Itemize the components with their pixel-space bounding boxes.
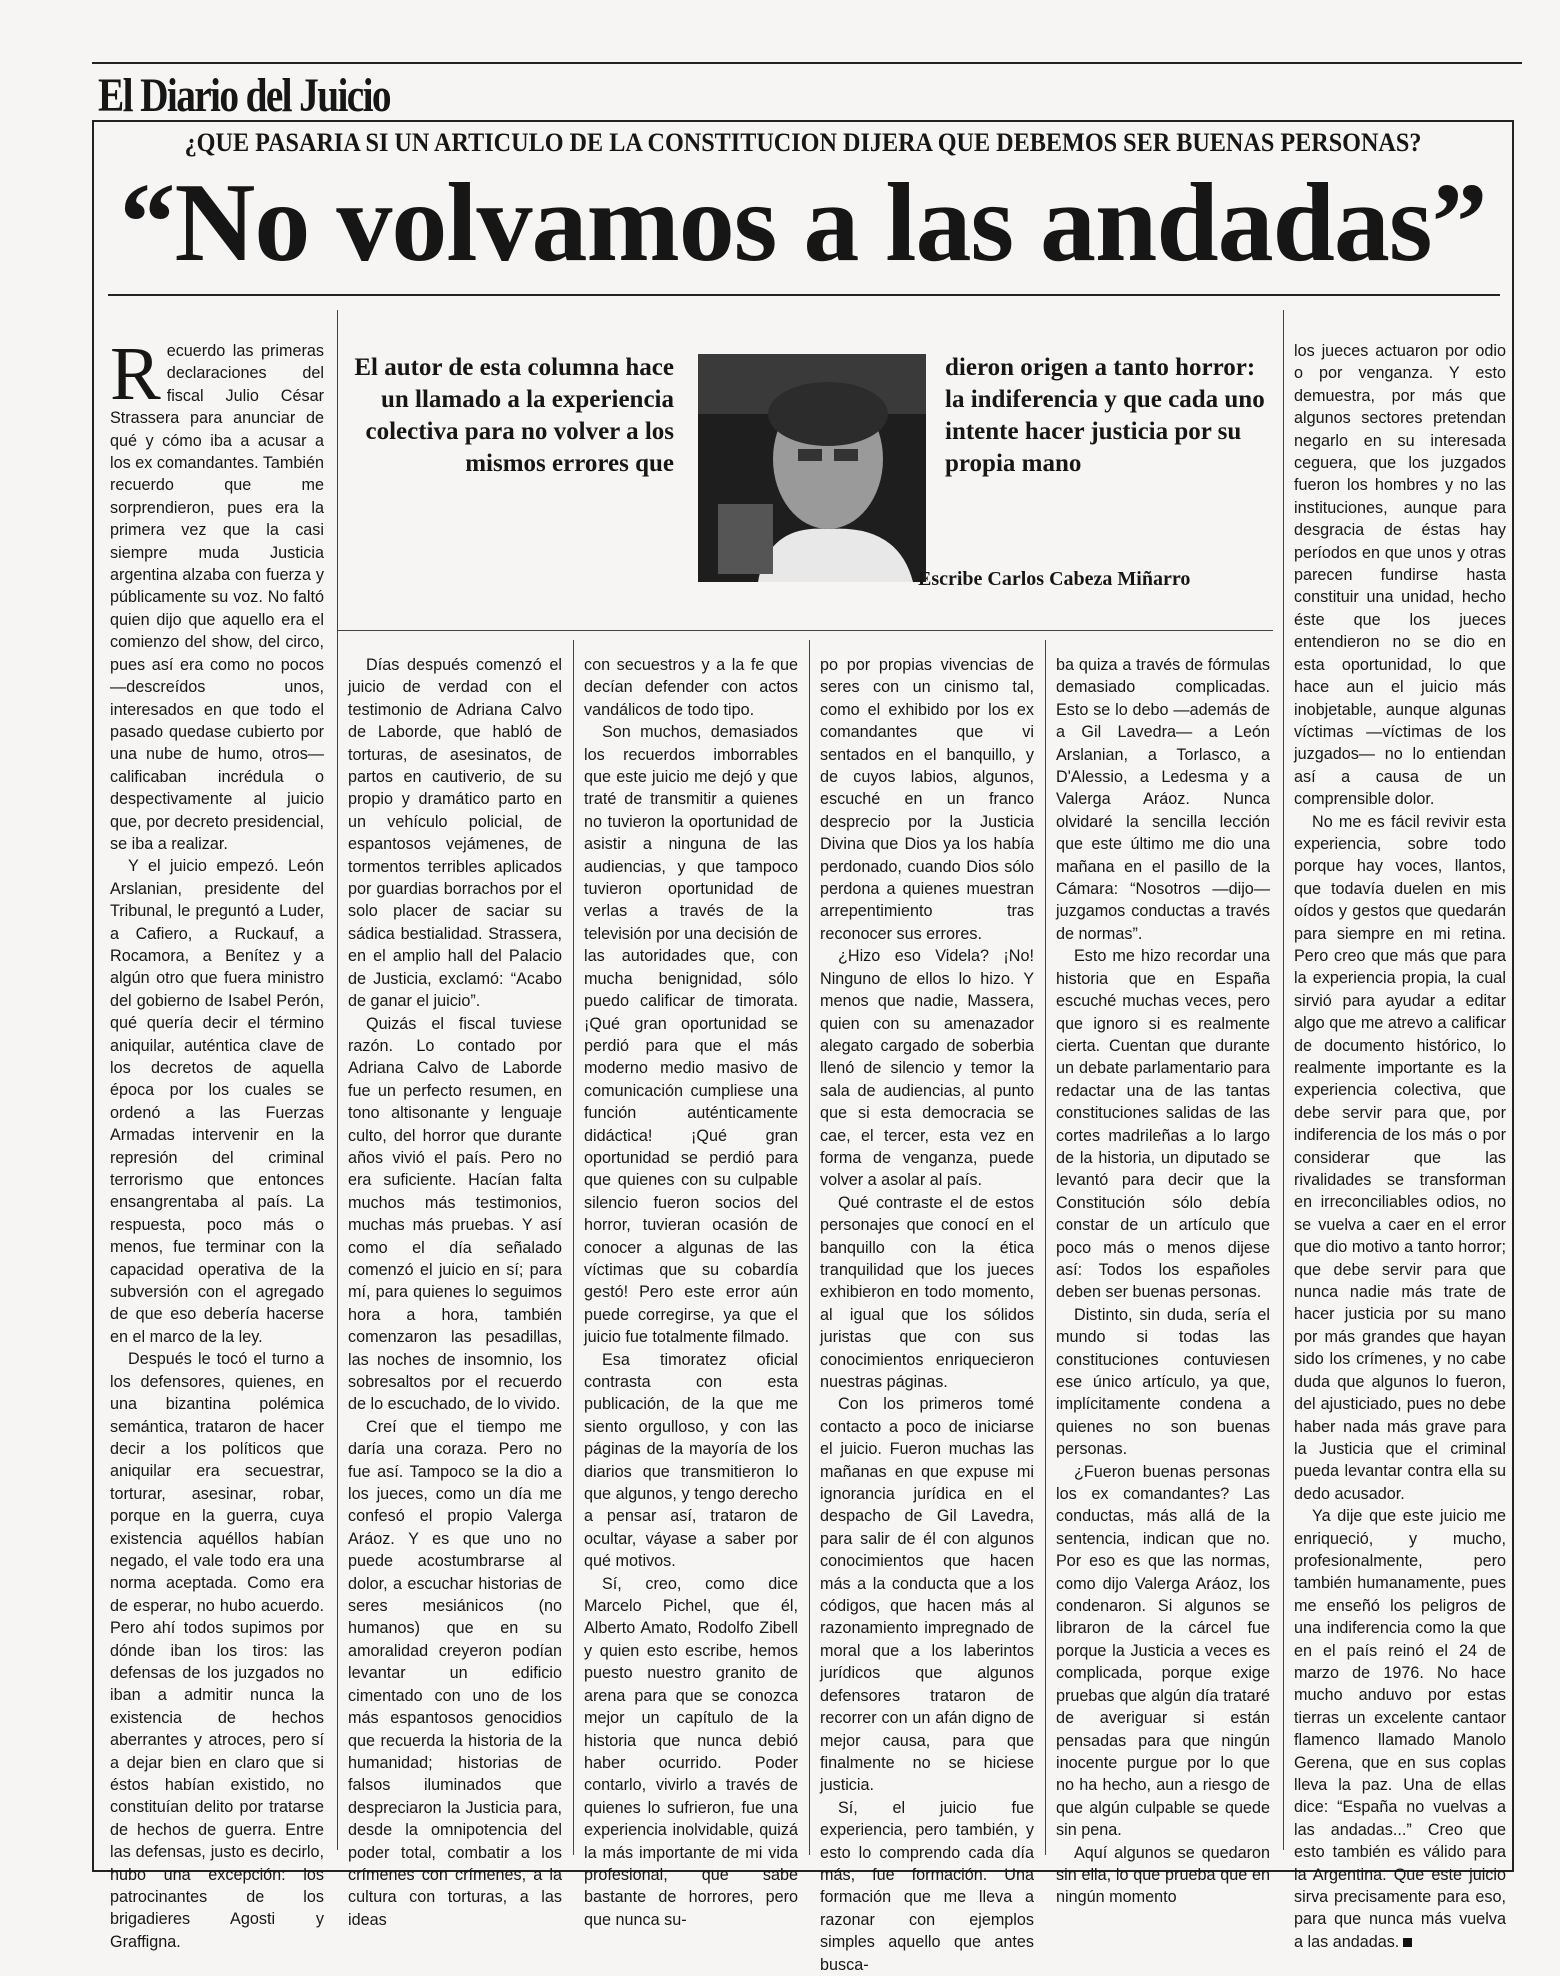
paragraph: po por propias vivencias de seres con un cinismo tal, como el exhibido por los ex comandantes que vi sentados en el banquillo, y de cuyos labios, algunos, escuché en un franco desprecio por la Justicia Divina que Dios ya los había perdonado, cuando Dios sólo perdona a quienes muestran arrepentimiento tras reconocer sus errores.: [820, 656, 1034, 943]
paragraph: Son muchos, demasiados los recuerdos imborrables que este juicio me dejó y que traté de transmitir a quienes no tuvieron la oportunidad de asistir a ninguna de las audiencias, y que tampoco tuvieron oportunidad de verlas a través de la televisión por una decisión de las autoridades que, con mucha benignidad, sólo puedo calificar de timorata. ¡Qué gran oportunidad se perdió para que el más moderno medio masivo de comunicación cumpliese una función auténticamente didáctica! ¡Qué gran oportunidad se perdió para que quienes con su culpable silencio fueron socios del horror, tuvieran ocasión de conocer a algunas de las víctimas que su cobardía gestó! Pero este error aún puede corregirse, ya que el juicio fue totalmente filmado.: [584, 723, 798, 1347]
column-3: [584, 654, 798, 1929]
masthead: El Diario del Juicio: [98, 69, 390, 122]
paragraph: Días después comenzó el juicio de verdad con el testimonio de Adriana Calvo de Laborde, que habló de torturas, de asesinatos, de partos en cautiverio, de su propio y dramático parto en un vehículo policial, de espantosos vejámenes, de tormentos terribles aplicados por guardias borrachos por el solo placer de saciar su sádica bestialidad. Strassera, en el amplio hall del Palacio de Justicia, exclamó: “Acabo de ganar el juicio”.: [348, 656, 562, 1011]
column-divider: [809, 640, 810, 1855]
paragraph: Esto me hizo recordar una historia que en España escuché muchas veces, pero que ignoro si es realmente cierta. Cuentan que durante un debate parlamentario para redactar una de las tantas constituciones salidas de las cortes madrileñas a lo largo de la historia, un diputado se levantó para decir que la Constitución sólo debía constar de un artículo que poco más o menos dijese así: Todos los españoles deben ser buenas personas.: [1056, 947, 1270, 1302]
paragraph: ¿Fueron buenas personas los ex comandantes? Las conductas, más allá de la sentencia, indican que no. Por eso es que las normas, como dijo Valerga Aráoz, los condenaron. Si algunos se libraron de la cárcel fue porque la Justicia a veces es complicada, porque exige pruebas que algún día trataré de averiguar si están pensadas para que ningún inocente purgue por lo que no ha hecho, aun a riesgo de que algún culpable se quede sin pena.: [1056, 1462, 1270, 1840]
paragraph: Aquí algunos se quedaron sin ella, lo que prueba que en ningún momento: [1056, 1843, 1270, 1907]
paragraph: Sí, creo, como dice Marcelo Pichel, que él, Alberto Amato, Rodolfo Zibell y quien esto escribe, hemos puesto nuestro granito de arena para que se conozca mejor un capítulo de la historia que nunca debió haber ocurrido. Poder contarlo, vivirlo a través de quienes lo sufrieron, fue una experiencia inolvidable, quizá la más importante de mi vida profesional, que sabe bastante de horrores, pero que nunca su-: [584, 1574, 798, 1929]
column-divider: [337, 310, 338, 1850]
paragraph: Esa timoratez oficial contrasta con esta publicación, de la que me siento orgulloso, y con las páginas de la mayoría de los diarios que transmitieron lo que algunos, y tengo derecho a pensar así, trataron de ocultar, váyase a saber por qué motivos.: [584, 1350, 798, 1571]
paragraph: Con los primeros tomé contacto a poco de iniciarse el juicio. Fueron muchas las mañanas en que expuse mi ignorancia jurídica en el despacho de Gil Lavedra, para salir de él con algunos conocimientos que hacen más a la conducta que a los códigos, que hacen más al razonamiento impregnado de moral que a los laberintos jurídicos que algunos defensores trataron de recorrer con un afán digno de mejor causa, para que finalmente no se hiciese justicia.: [820, 1395, 1034, 1795]
paragraph: Recuerdo las primeras declaraciones del fiscal Julio César Strassera para anunciar de qué y cómo iba a acusar a los ex comandantes. También recuerdo que me sorprendieron, pues era la primera vez que la casi siempre muda Justicia argentina alzaba con fuerza y públicamente su voz. No faltó quien dijo que aquello era el comienzo del show, del circo, pues así era como no pocos —descreídos unos, interesados en que todo el pasado quedase cubierto por una nube de humo, otros— calificaban incrédula o despectivamente al juicio que, por decreto presidencial, se iba a realizar.: [110, 332, 324, 853]
paragraph: Qué contraste el de estos personajes que conocí en el banquillo con la ética tranquilidad que los jueces exhibieron en todo momento, al igual que los sólidos juristas que con sus conocimientos enriquecieron nuestras páginas.: [820, 1193, 1034, 1391]
end-mark: [1403, 1938, 1412, 1947]
paragraph: ba quiza a través de fórmulas demasiado complicadas. Esto se lo debo —además de a Gil Lavedra— a León Arslanian, a Torlasco, a D'Alessio, a Ledesma y a Valerga Aráoz. Nunca olvidaré la sencilla lección que este último me dio una mañana en el pasillo de la Cámara: “Nosotros —dijo— juzgamos conductas a través de normas”.: [1056, 656, 1270, 943]
column-1: [110, 332, 324, 1951]
column-divider: [1045, 640, 1046, 1855]
paragraph: No me es fácil revivir esta experiencia, sobre todo porque hay voces, llantos, que todavía duelen en mis oídos y gestos que quedarán para siempre en mi retina. Pero creo que más que para la experiencia propia, la cual sirvió para ayudar a editar algo que me atrevo a calificar de documento histórico, lo realmente importante es la experiencia colectiva, que debe servir para que, por indiferencia de los más o por considerar que las rivalidades se transforman en irreconciliables odios, no se vuelva a caer en el error que dio motivo a tanto horror; que debe servir para que nunca nadie más trate de hacer justicia por su mano por más grandes que hayan sido los crímenes, y no cabe duda que algunos lo fueron, del ajusticiado, pues no debe haber nada más grave para la Justicia que el criminal pueda levantar contra ella su dedo acusador.: [1294, 812, 1506, 1503]
byline: Escribe Carlos Cabeza Miñarro: [918, 568, 1191, 590]
paragraph: Creí que el tiempo me daría una coraza. Pero no fue así. Tampoco se la dio a los jueces, como un día me confesó el propio Valerga Aráoz. Y es que uno no puede acostumbrarse al dolor, a escuchar historias de seres mesiánicos (no humanos) que en su amoralidad creyeron podían levantar un edificio cimentado con uno de los más espantosos genocidios que recuerda la historia de la humanidad; historias de falsos iluminados que despreciaron la Justicia para, desde la omnipotencia del poder total, combatir a los crímenes con crímenes, a la cultura con torturas, a las ideas: [348, 1417, 562, 1929]
headline-rule: [108, 294, 1500, 296]
paragraph: Y el juicio empezó. León Arslanian, presidente del Tribunal, le preguntó a Luder, a Cafiero, a Ruckauf, a Rocamora, a Benítez y a algún otro que fuera ministro del gobierno de Isabel Perón, qué quería decir el término aniquilar, auténtica clave de los decretos de aquella época por los cuales se ordenó a las Fuerzas Armadas intervenir en la represión del criminal terrorismo que entonces ensangrentaba al país. La respuesta, poco más o menos, fue terminar con la capacidad operativa de la subversión con el agregado de que eso debería hacerse en el marco de la ley.: [110, 857, 324, 1346]
paragraph: Después le tocó el turno a los defensores, quienes, en una bizantina polémica semántica, trataron de hacer decir a los políticos que aniquilar era secuestrar, torturar, asesinar, robar, porque en la guerra, cuya existencia aquéllos habían negado, el vale todo era una norma aceptada. Como era de esperar, no hubo acuerdo. Pero ahí todos supimos por dónde iban los tiros: las defensas de los juzgados no iban a admitir nunca la existencia de hechos aberrantes y atroces, pero sí a dejar bien en claro que si éstos habían existido, no constituían delito por tratarse de hechos de guerra. Entre las defensas, justo es decirlo, hubo una excepción: los patrocinantes de los brigadieres Agosti y Graffigna.: [110, 1350, 324, 1951]
column-6: [1294, 340, 1506, 1951]
headline: “No volvamos a las andadas”: [119, 161, 1487, 285]
column-2: [348, 654, 562, 1929]
deck-right: dieron origen a tanto horror: la indiferencia y que cada uno intente hacer justicia por su propia mano: [945, 354, 1265, 477]
column-divider: [573, 640, 574, 1855]
column-5: [1056, 654, 1270, 1907]
drop-cap: R: [110, 332, 161, 416]
kicker: ¿QUE PASARIA SI UN ARTICULO DE LA CONSTITUCION DIJERA QUE DEBEMOS SER BUENAS PERSONAS?: [184, 128, 1422, 157]
deck-rule: [337, 630, 1273, 631]
author-photo: [698, 354, 926, 582]
paragraph: con secuestros y a la fe que decían defender con actos vandálicos de todo tipo.: [584, 656, 798, 719]
column-divider: [1283, 310, 1284, 1850]
paragraph: Distinto, sin duda, sería el mundo si todas las constituciones contuviesen ese único artículo, ya que, implícitamente condena a quienes no son buenas personas.: [1056, 1305, 1270, 1459]
column-4: [820, 654, 1034, 1974]
deck-left: El autor de esta columna hace un llamado a la experiencia colectiva para no volver a los mismos errores que: [354, 354, 674, 477]
paragraph: los jueces actuaron por odio o por venganza. Y esto demuestra, por más que algunos sectores pretendan negarlo en su interesada ceguera, que los juzgados fueron los hombres y no las instituciones, aunque para desgracia de éstas hay períodos en que unos y otras parecen fundirse hasta constituir una unidad, hecho éste que los jueces entendieron no se dio en esta oportunidad, lo que hace aun el juicio más inobjetable, aunque algunas víctimas —víctimas de los juzgados— no lo entiendan así a causa de un comprensible dolor.: [1294, 342, 1506, 809]
top-rule: [92, 62, 1522, 64]
paragraph: Ya dije que este juicio me enriqueció, y mucho, profesionalmente, pero también humanamente, pues me enseñó los peligros de una indiferencia como la que en el país reinó el 24 de marzo de 1976. No hace mucho anduvo por estas tierras un excelente cantaor flamenco llamado Manolo Gerena, que en sus coplas lleva la paz. Una de ellas dice: “España no vuelvas a las andadas...” Creo que esto también es válido para la Argentina. Que este juicio sirva precisamente para eso, para que nunca más vuelva a las andadas.: [1294, 1507, 1506, 1951]
paragraph: Quizás el fiscal tuviese razón. Lo contado por Adriana Calvo de Laborde fue un perfecto resumen, en tono altisonante y lenguaje culto, del horror que durante años vivió el país. Pero no era suficiente. Hacían falta muchos más testimonios, muchas más pruebas. Y así como el día señalado comenzó el juicio en sí; para mí, para quienes lo seguimos hora a hora, también comenzaron las pesadillas, las noches de insomnio, los sobresaltos por el recuerdo de lo escuchado, de lo vivido.: [348, 1014, 562, 1414]
paragraph: ¿Hizo eso Videla? ¡No! Ninguno de ellos lo hizo. Y menos que nadie, Massera, quien con su amenazador alegato cargado de soberbia llenó de silencio y temor la sala de audiencias, al punto que si esta democracia se cae, el tercer, esta vez en forma de venganza, puede volver a asolar al país.: [820, 947, 1034, 1190]
paragraph: Sí, el juicio fue experiencia, pero también, y esto lo comprendo cada día más, fue formación. Una formación que me lleva a razonar con ejemplos simples aquello que antes busca-: [820, 1798, 1034, 1974]
